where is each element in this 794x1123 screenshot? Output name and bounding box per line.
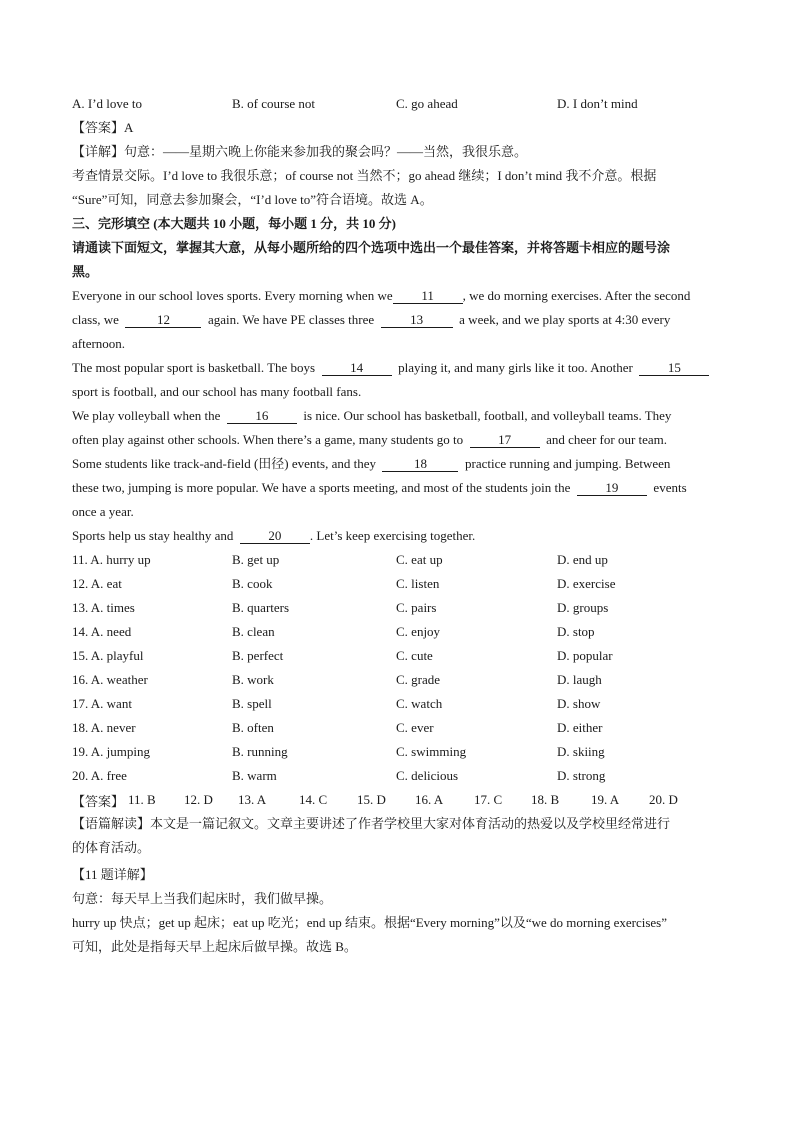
option-b: B. running [232, 744, 288, 759]
option-b: B. quarters [232, 600, 290, 615]
passage-text: Sports help us stay healthy and [72, 528, 234, 543]
answer-item: 19. A [591, 792, 620, 807]
passage-text: afternoon. [72, 336, 126, 351]
passage-text: events [653, 480, 687, 495]
option-c: C. eat up [396, 552, 443, 567]
answer-item: 20. D [649, 792, 678, 807]
option-row-16 [72, 668, 722, 692]
passage-line [72, 476, 722, 500]
option-row-13 [72, 596, 722, 620]
passage-line [72, 524, 722, 548]
option-row-17 [72, 692, 722, 716]
blank-13: 13 [381, 312, 453, 328]
instruction-line-2: 黑。 [72, 264, 99, 279]
option-d: D. popular [557, 648, 613, 663]
option-row-15 [72, 644, 722, 668]
answers-row [72, 788, 722, 812]
q10-answer: 【答案】A [72, 120, 134, 135]
answer-item: 17. C [474, 792, 503, 807]
blank-18: 18 [382, 456, 458, 472]
passage-line [72, 308, 722, 332]
option-b: B. warm [232, 768, 277, 783]
option-b: B. get up [232, 552, 280, 567]
option-a: 14. A. need [72, 624, 132, 639]
option-d: D. laugh [557, 672, 602, 687]
answer-item: 14. C [299, 792, 328, 807]
passage-line [72, 452, 722, 476]
option-a: 16. A. weather [72, 672, 148, 687]
passage-line [72, 356, 722, 380]
passage-text: , we do morning exercises. After the second [462, 288, 691, 303]
blank-16: 16 [227, 408, 297, 424]
option-c: C. swimming [396, 744, 467, 759]
passage-text: is nice. Our school has basketball, football, and volleyball teams. They [303, 408, 672, 423]
passage-text: these two, jumping is more popular. We have a sports meeting, and most of the students join the [72, 480, 571, 495]
q10-option-c: C. go ahead [396, 96, 458, 111]
option-a: 11. A. hurry up [72, 552, 151, 567]
cloze-passage [72, 284, 722, 548]
option-d: D. strong [557, 768, 606, 783]
section-title: 三、完形填空 (本大题共 10 小题，每小题 1 分，共 10 分) [72, 216, 396, 231]
option-b: B. work [232, 672, 274, 687]
passage-line [72, 284, 722, 308]
option-d: D. stop [557, 624, 595, 639]
passage-text: We play volleyball when the [72, 408, 221, 423]
q10-detail-line-1: 【详解】句意：——星期六晚上你能来参加我的聚会吗？——当然，我很乐意。 [72, 144, 528, 159]
passage-text: often play against other schools. When there’s a game, many students go to [72, 432, 464, 447]
q11-line-2: hurry up 快点；get up 起床；eat up 吃光；end up 结束。根据“Every morning”以及“we do morning exercises” [72, 915, 667, 930]
answer-item: 18. B [531, 792, 560, 807]
options-list [72, 548, 722, 788]
option-row-14 [72, 620, 722, 644]
passage-text: The most popular sport is basketball. The boys [72, 360, 316, 375]
option-a: 15. A. playful [72, 648, 144, 663]
passage-text: once a year. [72, 504, 134, 519]
option-b: B. perfect [232, 648, 284, 663]
blank-19: 19 [577, 480, 647, 496]
q11-line-3: 可知，此处是指每天早上起床后做早操。故选 B。 [72, 939, 357, 954]
answer-item: 15. D [357, 792, 386, 807]
option-a: 20. A. free [72, 768, 127, 783]
option-d: D. either [557, 720, 603, 735]
option-a: 17. A. want [72, 696, 132, 711]
answer-item: 12. D [184, 792, 213, 807]
q11-title: 【11 题详解】 [72, 867, 153, 882]
blank-11: 11 [393, 288, 463, 304]
blank-17: 17 [470, 432, 540, 448]
option-c: C. pairs [396, 600, 437, 615]
option-c: C. enjoy [396, 624, 441, 639]
analysis-line-2: 的体育活动。 [72, 840, 151, 855]
option-row-20 [72, 764, 722, 788]
option-d: D. skiing [557, 744, 605, 759]
passage-line [72, 404, 722, 428]
passage-text: Some students like track-and-field (田径) events, and they [72, 456, 376, 471]
passage-text: playing it, and many girls like it too. Another [398, 360, 633, 375]
option-c: C. listen [396, 576, 440, 591]
answers-label: 【答案】 [72, 793, 125, 809]
passage-text: again. We have PE classes three [207, 312, 375, 327]
q10-detail-line-2: 考查情景交际。I’d love to 我很乐意；of course not 当然不；go ahead 继续；I don’t mind 我不介意。根据 [72, 168, 657, 183]
passage-line [72, 380, 722, 404]
blank-20: 20 [240, 528, 310, 544]
option-b: B. clean [232, 624, 275, 639]
option-a: 12. A. eat [72, 576, 122, 591]
option-b: B. cook [232, 576, 273, 591]
q11-line-1: 句意：每天早上当我们起床时，我们做早操。 [72, 891, 333, 906]
blank-15: 15 [639, 360, 709, 376]
answer-item: 13. A [238, 792, 267, 807]
option-row-11 [72, 548, 722, 572]
option-row-19 [72, 740, 722, 764]
option-d: D. groups [557, 600, 609, 615]
q10-detail-line-3: “Sure”可知，同意去参加聚会，“I’d love to”符合语境。故选 A。 [72, 192, 433, 207]
q10-option-d: D. I don’t mind [557, 96, 638, 111]
passage-line [72, 500, 722, 524]
option-a: 18. A. never [72, 720, 136, 735]
passage-text: a week, and we play sports at 4:30 every [459, 312, 671, 327]
blank-12: 12 [125, 312, 201, 328]
passage-text: class, we [72, 312, 119, 327]
option-b: B. spell [232, 696, 272, 711]
option-a: 13. A. times [72, 600, 135, 615]
answer-item: 16. A [415, 792, 444, 807]
blank-14: 14 [322, 360, 392, 376]
passage-text: practice running and jumping. Between [464, 456, 671, 471]
passage-text: . Let’s keep exercising together. [309, 528, 476, 543]
passage-text: sport is football, and our school has many football fans. [72, 384, 362, 399]
option-c: C. watch [396, 696, 443, 711]
option-c: C. ever [396, 720, 434, 735]
q10-options-row [72, 92, 722, 116]
passage-text: Everyone in our school loves sports. Every morning when we [72, 288, 393, 303]
analysis-line-1: 【语篇解读】本文是一篇记叙文。文章主要讲述了作者学校里大家对体育活动的热爱以及学校里经常进行 [72, 816, 671, 831]
option-row-12 [72, 572, 722, 596]
option-c: C. grade [396, 672, 441, 687]
instruction-line-1: 请通读下面短文，掌握其大意，从每小题所给的四个选项中选出一个最佳答案，并将答题卡相应的题号涂 [72, 240, 671, 255]
option-c: C. delicious [396, 768, 459, 783]
document-page [72, 92, 722, 959]
option-a: 19. A. jumping [72, 744, 151, 759]
q10-option-a: A. I’d love to [72, 96, 143, 111]
option-d: D. end up [557, 552, 608, 567]
option-c: C. cute [396, 648, 433, 663]
option-row-18 [72, 716, 722, 740]
passage-line [72, 428, 722, 452]
passage-line [72, 332, 722, 356]
passage-text: and cheer for our team. [546, 432, 668, 447]
option-d: D. exercise [557, 576, 616, 591]
option-d: D. show [557, 696, 601, 711]
option-b: B. often [232, 720, 274, 735]
q10-option-b: B. of course not [232, 96, 316, 111]
answer-item: 11. B [128, 792, 156, 807]
